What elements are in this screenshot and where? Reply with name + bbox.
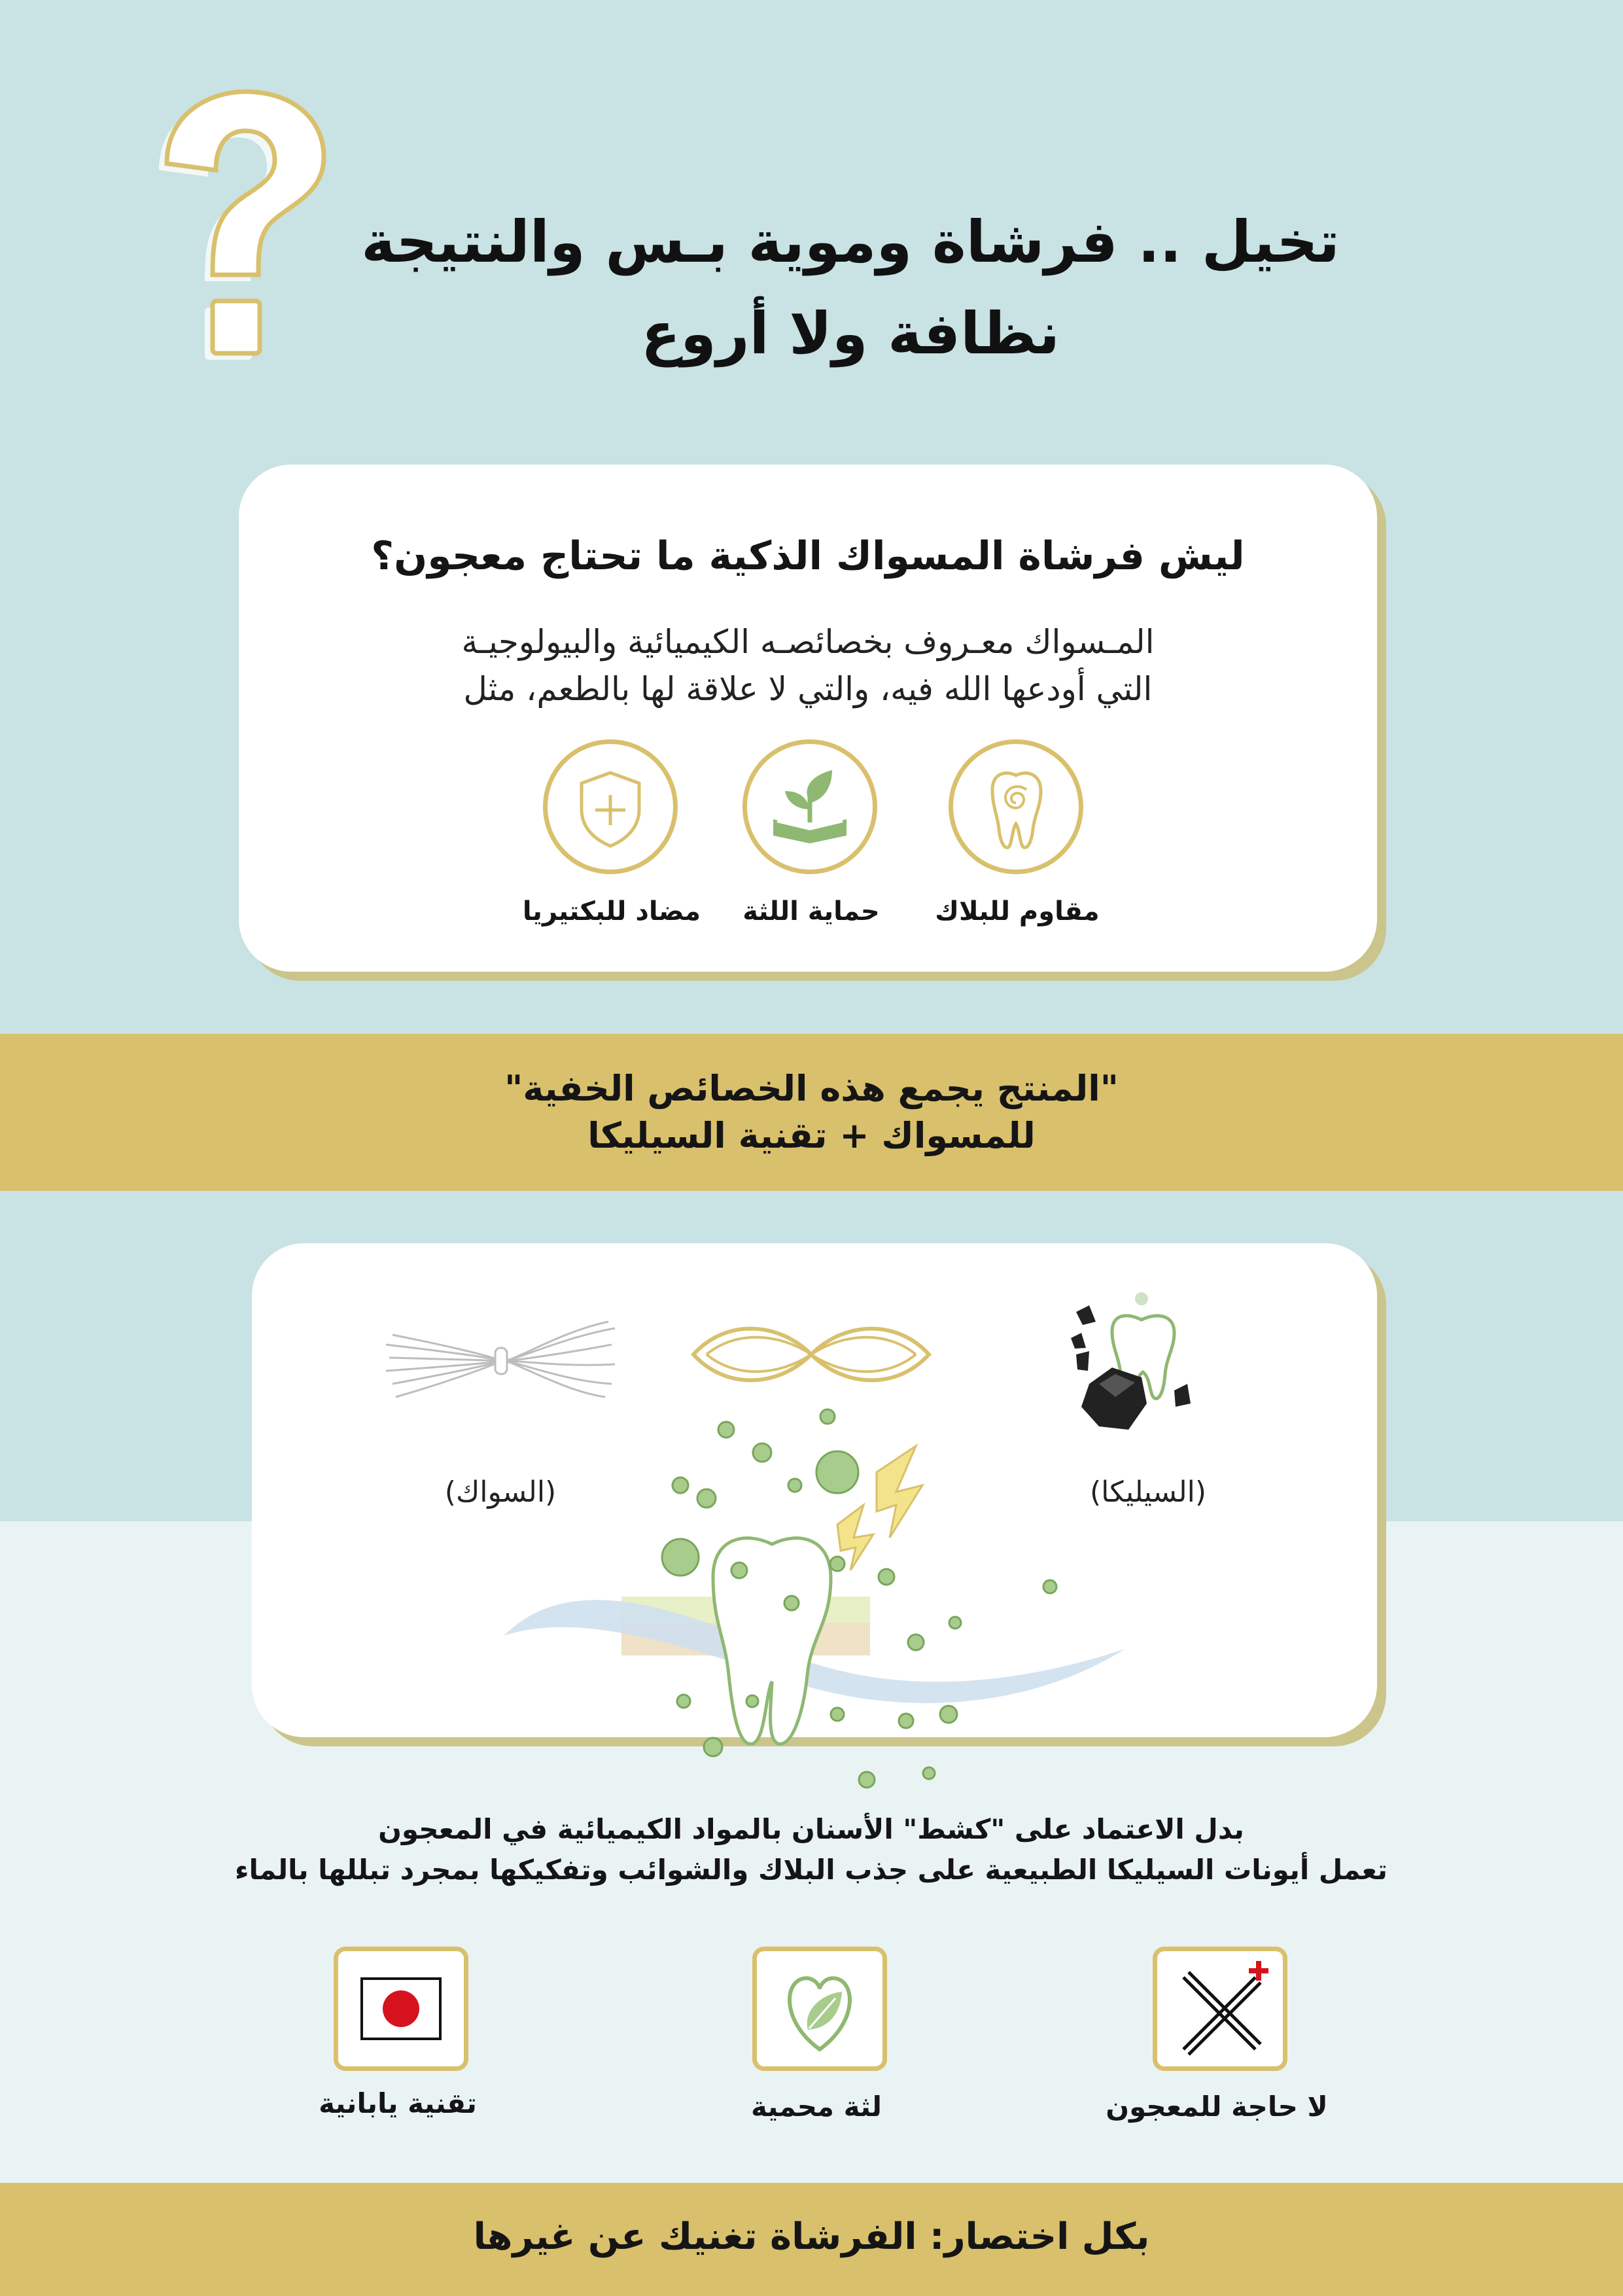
feature-label-antibacterial: مضاد للبكتيريا xyxy=(522,896,701,927)
siwak-fibers-icon xyxy=(383,1318,618,1404)
summary-band xyxy=(0,2183,1623,2296)
feature-japanese-label: تقنية يابانية xyxy=(319,2087,477,2119)
feature-no-toothpaste-label: لا حاجة للمعجون xyxy=(1106,2091,1328,2123)
product-band xyxy=(0,1034,1623,1191)
headline-line-1: تخيل .. فرشاة وموية بـس والنتيجة xyxy=(361,208,1340,275)
summary-band-text: بكل اختصار: الفرشاة تغنيك عن غيرها xyxy=(473,2216,1150,2258)
feature-label-plaque: مقاوم للبلاك xyxy=(935,896,1100,927)
card-body-line-2: التي أودعها الله فيه، والتي لا علاقة لها بالطعم، مثل xyxy=(463,670,1153,708)
japan-flag-icon xyxy=(334,1947,468,2071)
silica-paragraph-line-1: بدل الاعتماد على "كشط" الأسنان بالمواد الكيميائية في المعجون xyxy=(378,1813,1244,1845)
product-band-line-1: "المنتج يجمع هذه الخصائص الخفية" xyxy=(504,1068,1119,1109)
why-no-toothpaste-card xyxy=(239,465,1377,972)
silica-paragraph xyxy=(196,1809,1426,1890)
card-body-line-1: المـسواك معـروف بخصائصـه الكيميائية والبيولوجيـة xyxy=(461,623,1155,661)
silica-caption: (السيليكا) xyxy=(1089,1475,1207,1509)
feature-label-gums: حماية اللثة xyxy=(742,896,880,927)
infinity-icon xyxy=(687,1318,935,1390)
silica-paragraph-line-2: تعمل أيونات السيليكا الطبيعية على جذب البلاك والشوائب وتفكيكها بمجرد تبللها بالماء xyxy=(234,1854,1388,1886)
heart-leaf-icon xyxy=(752,1947,887,2071)
headline xyxy=(275,196,1426,380)
card-title: ليش فرشاة المسواك الذكية ما تحتاج معجون؟ xyxy=(371,533,1245,579)
siwak-caption: (السواك) xyxy=(444,1475,557,1509)
product-band-text xyxy=(0,1065,1623,1159)
no-toothpaste-icon xyxy=(1153,1947,1287,2071)
feature-gums-label: لثة محمية xyxy=(750,2091,882,2123)
product-band-line-2: للمسواك + تقنية السيليكا xyxy=(587,1115,1036,1156)
sprout-book-icon xyxy=(742,739,877,874)
shield-plus-icon xyxy=(543,739,678,874)
card-body xyxy=(239,618,1377,713)
tooth-bubbles-illustration xyxy=(497,1407,1138,1799)
headline-line-2: نظافة ولا أروع xyxy=(641,300,1060,367)
tooth-swirl-icon xyxy=(949,739,1083,874)
